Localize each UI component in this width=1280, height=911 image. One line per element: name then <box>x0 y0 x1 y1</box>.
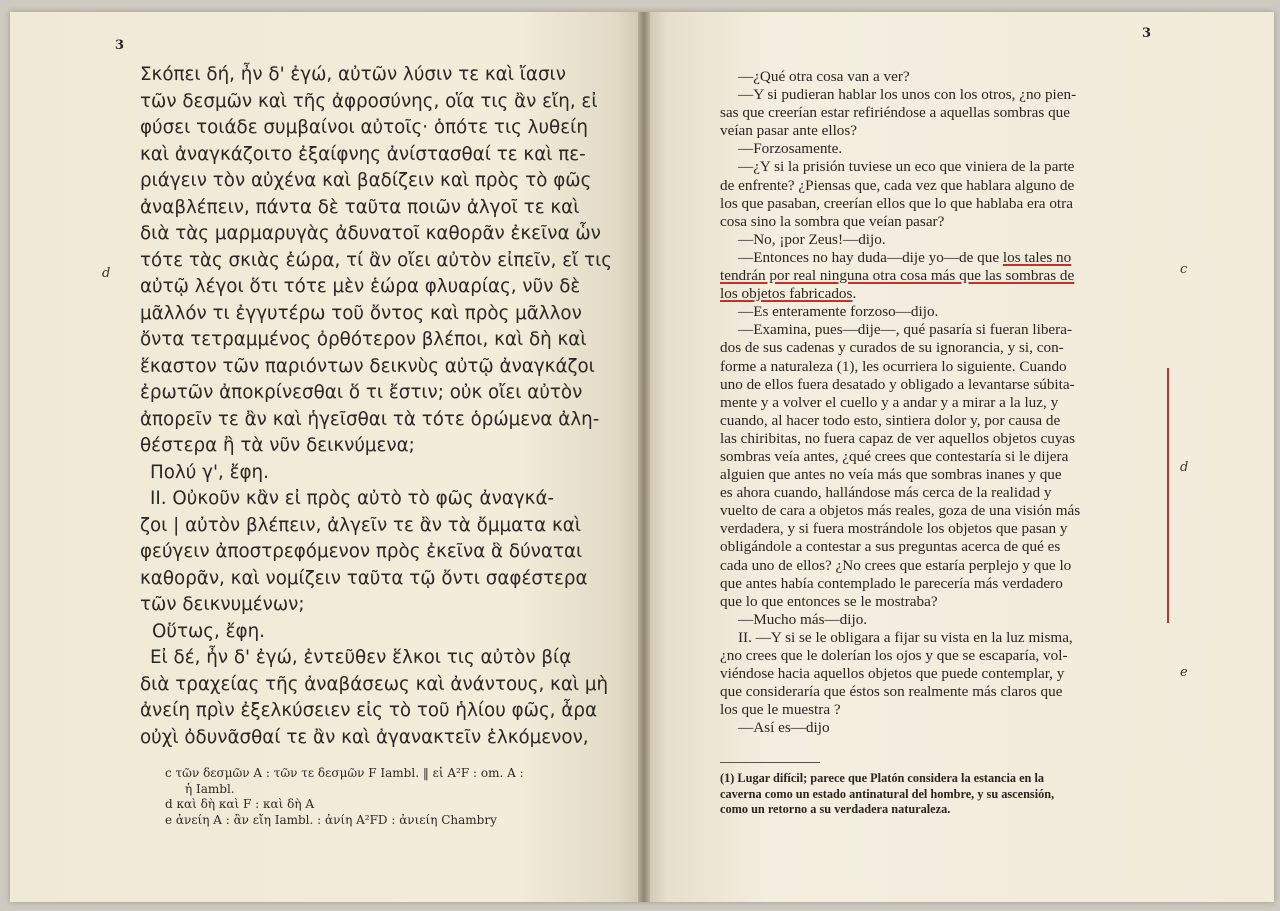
greek-line: διὰ τὰς μαρμαρυγὰς ἀδυνατοῖ καθορᾶν ἐκεῖνα ὧν <box>140 223 601 244</box>
spanish-line-underlined <box>720 285 1170 303</box>
greek-line: αὐτῷ λέγοι ὅτι τότε μὲν ἑώρα φλυαρίας, νῦν δὲ <box>140 276 581 297</box>
footnote-line: como un retorno a su verdadera naturaleza. <box>720 802 951 816</box>
greek-line: ἀνείη πρὶν ἐξελκύσειεν εἰς τὸ τοῦ ἡλίου φῶς, ἆρα <box>140 700 598 721</box>
line-text: . <box>852 285 857 303</box>
underlined-phrase: tendrán por real ninguna otra cosa más que las sombras de <box>720 267 1075 285</box>
footnote-line: (1) Lugar difícil; parece que Platón considera la estancia en la <box>720 771 1045 785</box>
spanish-line: —¿Qué otra cosa van a ver? <box>738 68 910 85</box>
greek-line: θέστερα ἢ τὰ νῦν δεικνύμενα; <box>140 435 415 456</box>
spanish-line: II. —Y si se le obligara a fijar su vista en la luz misma, <box>738 628 1073 646</box>
spanish-line: ¿no crees que le dolerían los ojos y que se escaparía, vol- <box>720 647 1068 664</box>
greek-line: φεύγειν ἀποστρεφόμενον πρὸς ἐκεῖνα ἃ δύναται <box>140 541 583 562</box>
spanish-line: —Y si pudieran hablar los unos con los otros, ¿no pien- <box>738 86 1077 104</box>
apparatus-line: e ἀνείη A : ἂν εἴη Iambl. : ἀνίη A²FD : ἀνιείη Chambry <box>165 812 497 827</box>
spanish-line: —No, ¡por Zeus!—dijo. <box>738 230 886 248</box>
greek-line: Σκόπει δή, ἦν δ' ἐγώ, αὐτῶν λύσιν τε καὶ ἴασιν <box>140 64 566 85</box>
spanish-line: —Es enteramente forzoso—dijo. <box>738 303 939 321</box>
greek-line: φύσει τοιάδε συμβαίνοι αὐτοῖς· ὁπότε τις λυθείη <box>140 117 588 138</box>
greek-line: μᾶλλόν τι ἐγγυτέρω τοῦ ὄντος καὶ πρὸς μᾶλλον <box>140 302 582 324</box>
spanish-line: que antes había contemplado le parecería más verdadero <box>720 574 1063 592</box>
spanish-line-underlined <box>720 249 1170 267</box>
spanish-line: —Forzosamente. <box>738 140 843 158</box>
spanish-line: viéndose hacia aquellos objetos que puede contemplar, y <box>720 665 1065 683</box>
spanish-line: —Así es—dijo <box>738 719 830 737</box>
underlined-phrase: los objetos fabricados <box>720 285 853 303</box>
greek-line: Πολύ γ', ἔφη. <box>150 461 269 483</box>
spanish-line: veían pasar ante ellos? <box>720 122 858 140</box>
greek-line: διὰ τραχείας τῆς ἀναβάσεως καὶ ἀνάντους, καὶ μὴ <box>140 673 609 695</box>
spanish-line: mente y a volver el cuello y a andar y a mirar a la luz, y <box>720 393 1059 411</box>
spanish-line: verdadera, y si fuera mostrándole los objetos que pasan y <box>720 520 1068 538</box>
red-margin-line <box>1167 368 1169 623</box>
spanish-line: cosa sino la sombra que veían pasar? <box>720 212 945 230</box>
right-margin-letter-d: d <box>1180 460 1189 475</box>
greek-line: Οὕτως, ἔφη. <box>152 620 265 642</box>
spanish-line: sombras veía antes, ¿qué crees que contestaría si le dijera <box>720 447 1069 465</box>
spanish-line: vuelto de cara a objetos más reales, goza de una visión más <box>720 502 1081 520</box>
greek-line: ριάγειν τὸν αὐχένα καὶ βαδίζειν καὶ πρὸς τὸ φῶς <box>140 170 592 191</box>
underlined-phrase: los tales no <box>1002 248 1072 266</box>
greek-line: καθορᾶν, καὶ νομίζειν ταῦτα τῷ ὄντι σαφέστερα <box>140 567 588 589</box>
greek-line: II. Οὐκοῦν κἂν εἰ πρὸς αὐτὸ τὸ φῶς ἀναγκά- <box>150 488 555 509</box>
spanish-line: los que le muestra ? <box>720 701 841 719</box>
book-gutter <box>638 12 650 902</box>
spanish-line: que consideraría que éstos son realmente más claros que <box>720 683 1063 701</box>
greek-line: οὐχὶ ὀδυνᾶσθαί τε ἂν καὶ ἀγανακτεῖν ἑλκόμενον, <box>140 726 589 748</box>
greek-line: ἕκαστον τῶν παριόντων δεικνὺς αὐτῷ ἀναγκάζοι <box>140 355 595 377</box>
apparatus-line: ἡ Iambl. <box>185 781 235 796</box>
spanish-line: obligándole a contestar a sus preguntas acerca de qué es <box>720 538 1061 556</box>
spanish-line: dos de sus cadenas y curados de su ignorancia, y si, con- <box>720 339 1064 357</box>
footnote-rule <box>720 762 820 763</box>
spanish-line: —Examina, pues—dije—, qué pasaría si fueran libera- <box>738 321 1073 339</box>
spanish-line: uno de ellos fuera desatado y obligado a levantarse súbita- <box>720 375 1075 393</box>
spanish-line: es ahora cuando, hallándose más cerca de la realidad y <box>720 484 1052 502</box>
footnote <box>720 771 1165 818</box>
right-margin-letter-c: c <box>1180 262 1188 277</box>
greek-line: καὶ ἀναγκάζοιτο ἐξαίφνης ἀνίστασθαί τε καὶ πε- <box>140 143 586 165</box>
spanish-line: sas que creerían estar refiriéndose a aquellas sombras que <box>720 104 1071 122</box>
footnote-line: caverna como un estado antinatural del hombre, y su ascensión, <box>720 786 1055 801</box>
spanish-line: cuando, al hacer todo esto, sintiera dolor y, por causa de <box>720 411 1061 429</box>
spanish-line: que lo que entonces se le mostraba? <box>720 592 938 610</box>
greek-line: ἀπορεῖν τε ἂν καὶ ἡγεῖσθαι τὰ τότε ὁρώμενα ἀλη- <box>140 408 600 430</box>
spanish-line: alguien que antes no veía más que sombras inanes y que <box>720 466 1062 484</box>
spanish-line-underlined <box>720 267 1170 285</box>
spanish-line: cada uno de ellos? ¿No crees que estaría perplejo y que lo <box>720 556 1072 574</box>
apparatus-line: d καὶ δὴ καὶ F : καὶ δὴ A <box>165 797 314 811</box>
line-text: —Entonces no hay duda—dije yo—de que <box>738 248 1003 266</box>
spanish-line: las chiribitas, no fuera capaz de ver aquellos objetos cuyas <box>720 429 1076 447</box>
spanish-line: forme a naturaleza (1), les ocurriera lo siguiente. Cuando <box>720 357 1067 375</box>
right-page-number: 3 <box>1142 26 1152 41</box>
spanish-line: —¿Y si la prisión tuviese un eco que viniera de la parte <box>738 158 1075 176</box>
apparatus-line: c τῶν δεσμῶν A : τῶν τε δεσμῶν F Iambl. ‖ εἰ A²F : om. A : <box>165 766 524 780</box>
greek-line: τῶν δεικνυμένων; <box>140 594 305 615</box>
spanish-line: —Mucho más—dijo. <box>738 610 868 628</box>
left-page-number: 3 <box>115 38 125 53</box>
left-margin-letter-d: d <box>102 266 111 281</box>
greek-line: ὄντα τετραμμένος ὀρθότερον βλέποι, καὶ δὴ καὶ <box>140 329 587 350</box>
spanish-text-block <box>720 68 1170 737</box>
greek-line: Εἰ δέ, ἦν δ' ἐγώ, ἐντεῦθεν ἕλκοι τις αὐτὸν βίᾳ <box>150 647 572 668</box>
greek-line: τότε τὰς σκιὰς ἑώρα, τί ἂν οἴει αὐτὸν εἰπεῖν, εἴ τις <box>140 249 613 271</box>
right-margin-letter-e: e <box>1180 665 1188 680</box>
greek-line: ἐρωτῶν ἀποκρίνεσθαι ὅ τι ἔστιν; οὐκ οἴει αὐτὸν <box>140 382 583 403</box>
greek-line: ζοι | αὐτὸν βλέπειν, ἀλγεῖν τε ἂν τὰ ὄμματα καὶ <box>140 514 582 536</box>
spanish-line: de enfrente? ¿Piensas que, cada vez que hablara alguno de <box>720 176 1075 194</box>
greek-line: ἀναβλέπειν, πάντα δὲ ταῦτα ποιῶν ἀλγοῖ τε καὶ <box>140 196 580 218</box>
greek-text-block <box>140 62 613 751</box>
spanish-line: los que pasaban, creerían ellos que lo que hablaba era otra <box>720 194 1073 212</box>
greek-line: τῶν δεσμῶν καὶ τῆς ἀφροσύνης, οἵα τις ἂν εἴη, εἰ <box>140 90 598 112</box>
critical-apparatus <box>165 766 595 828</box>
